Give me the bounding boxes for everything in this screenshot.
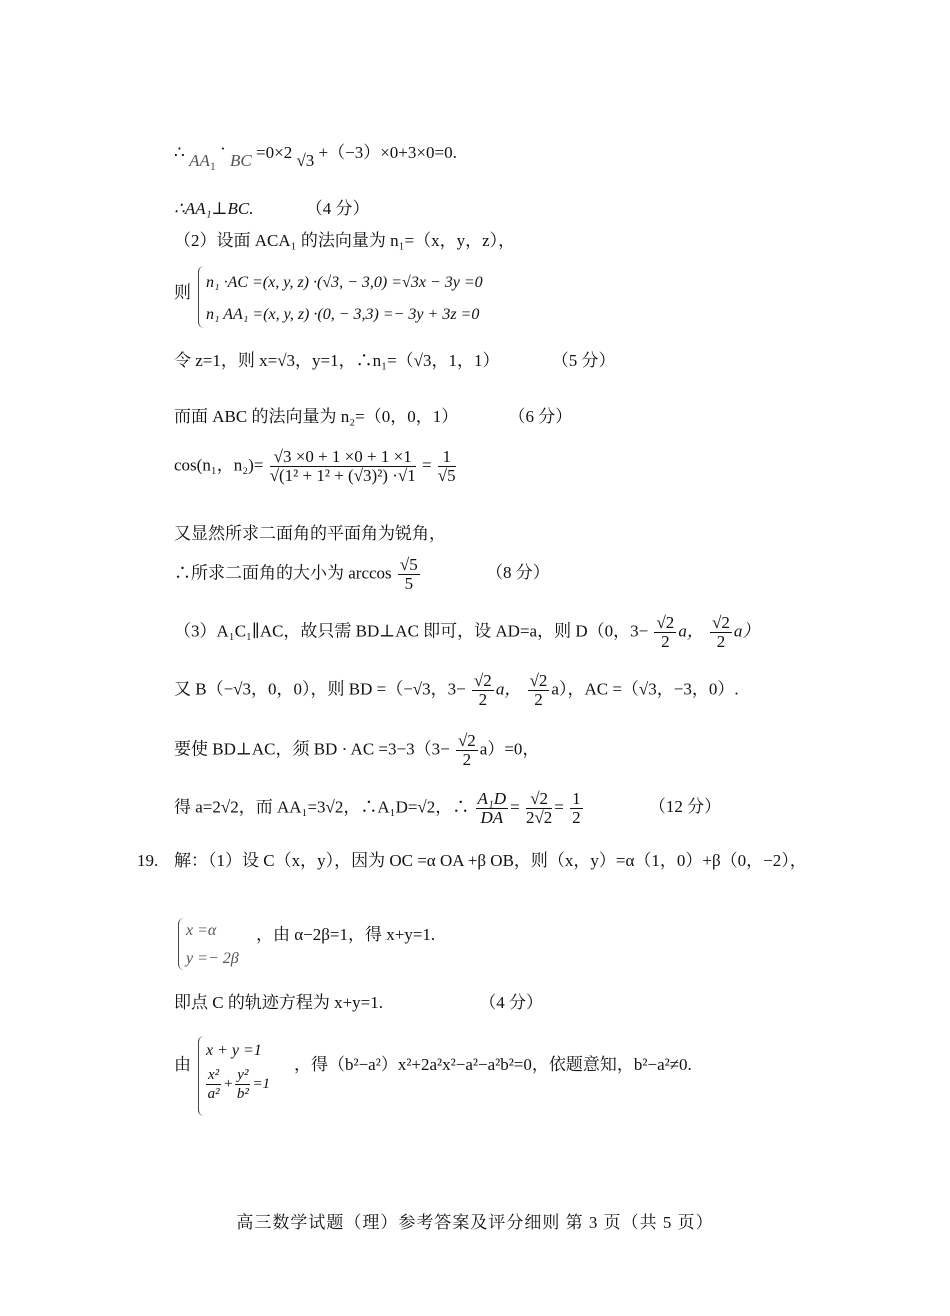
fraction: $\frac{\text{x²}}{\text{a²}}$ — [207, 1067, 220, 1102]
fraction: $\frac{√2}{2}$ — [457, 731, 476, 769]
line-quadratic: ，得（b²−a²）x²+2a²x²−a²−a²b²=0，依题意知，b²−a²≠0. — [294, 1055, 692, 1074]
equation-y-beta: y =− 2β — [186, 950, 239, 967]
score: （8 分） — [486, 563, 550, 583]
score: （6 分） — [508, 407, 573, 426]
fraction: $\frac{1}{2}$ — [572, 789, 581, 827]
line-alpha-beta: ，由 α−2β=1，得 x+y=1. — [256, 925, 436, 944]
line-normal-abc: 而面 ABC 的法向量为 n₂=（0，0，1） （6 分） — [174, 407, 573, 426]
line-dihedral-angle: ∴所求二面角的大小为 arccos $\frac{√5}{5}$ （8 分） — [174, 555, 550, 593]
question-number: 19. — [137, 851, 159, 870]
score: （12 分） — [648, 797, 722, 817]
fraction-result: $\frac{1}{√5}$ — [437, 447, 456, 485]
fraction: $\frac{√2}{2}$ — [473, 671, 492, 709]
fraction-cos: $\frac{√3 \times 0 + 1 \times 0 + 1 \times 1}{\text{√(1² + 1² + (√3)²) ·√1}}$ — [269, 447, 416, 485]
fraction: $\frac{√2}{2}$ — [529, 671, 548, 709]
line-dot-product: ∴ $AA_1$ · BC =0×2 √3 +（−3）×0+3×0=0. — [174, 139, 457, 173]
equation-ellipse: $\frac{\text{x²}}{\text{a²}}$ + $\frac{\text{y²}}{\text{b²}}$ =1 — [207, 1067, 271, 1102]
vector-aa1: AA — [189, 151, 210, 170]
fraction: $\frac{√2}{2√2}$ — [525, 789, 553, 827]
line-set-z: 令 z=1，则 x=√3，y=1，∴n₁=（√3，1，1） （5 分） — [174, 351, 616, 370]
vector-bc: BC — [230, 151, 252, 170]
line-system-prefix-2: 由 — [174, 1055, 191, 1074]
line-part3: （3）A₁C₁∥AC，故只需 BD⊥AC 即可，设 AD=a，则 D（0，3− $\frac{√2}{2}$ a， $\frac{√2}{2}$ a） — [174, 613, 760, 651]
fraction: $\frac{√2}{2}$ — [656, 613, 675, 651]
equation-line: x + y =1 — [206, 1042, 262, 1059]
equation-n1-aa1: n₁ AA₁ =(x, y, z) ·(0, − 3,3) =− 3y + 3z =0 — [206, 306, 480, 323]
fraction: $\frac{\text{y²}}{\text{b²}}$ — [236, 1067, 249, 1102]
fraction: $\frac{\text{A₁D}}{DA}$ — [477, 789, 507, 827]
line-perp-condition: 要使 BD⊥AC，须 BD · AC =3−3（3− $\frac{√2}{2}$ a）=0， — [174, 731, 540, 769]
brace — [198, 266, 205, 328]
line-cosine: cos(n₁，n₂)= $\frac{√3 \times 0 + 1 \times 0 + 1 \times 1}{\text{√(1² + 1² + (√3)²) ·√1}}$ = $\frac{1}{√5}$ — [174, 447, 456, 485]
page-footer: 高三数学试题（理）参考答案及评分细则 第 3 页（共 5 页） — [236, 1213, 714, 1232]
line-part2: （2）设面 ACA₁ 的法向量为 n₁=（x，y，z）， — [174, 231, 516, 250]
equation-x-alpha: x =α — [186, 922, 217, 939]
fraction: $\frac{√2}{2}$ — [712, 613, 730, 651]
score: （5 分） — [551, 351, 616, 370]
line-perpendicular: ∴AA₁⊥BC. （4 分） — [174, 199, 370, 218]
score: （4 分） — [305, 199, 370, 218]
score: （4 分） — [479, 993, 544, 1012]
line-q19-intro: 解：（1）设 C（x，y），因为 OC =α OA +β OB，则（x，y）=α（1，0）+β（0，−2）， — [174, 851, 807, 870]
line-trajectory: 即点 C 的轨迹方程为 x+y=1. （4 分） — [174, 993, 544, 1012]
line-ratio: 得 a=2√2，而 AA₁=3√2，∴A₁D=√2，∴ $\frac{\text{A₁D}}{DA}$ = $\frac{√2}{2√2}$ = $\frac{1}{2}$ （12 分） — [174, 789, 722, 827]
line-vector-bd: 又 B（−√3，0，0），则 BD =（−√3，3− $\frac{√2}{2}$ a， $\frac{√2}{2}$ a），AC =（√3，−3，0）. — [174, 671, 739, 709]
line-acute-angle: 又显然所求二面角的平面角为锐角， — [174, 524, 446, 543]
line-system-prefix: 则 — [174, 283, 191, 302]
fraction-arccos: $\frac{√5}{5}$ — [399, 555, 418, 593]
brace — [178, 918, 185, 970]
equation-n1-ac: n₁ ·AC =(x, y, z) ·(√3, − 3,0) =√3x − 3y =0 — [206, 274, 483, 291]
